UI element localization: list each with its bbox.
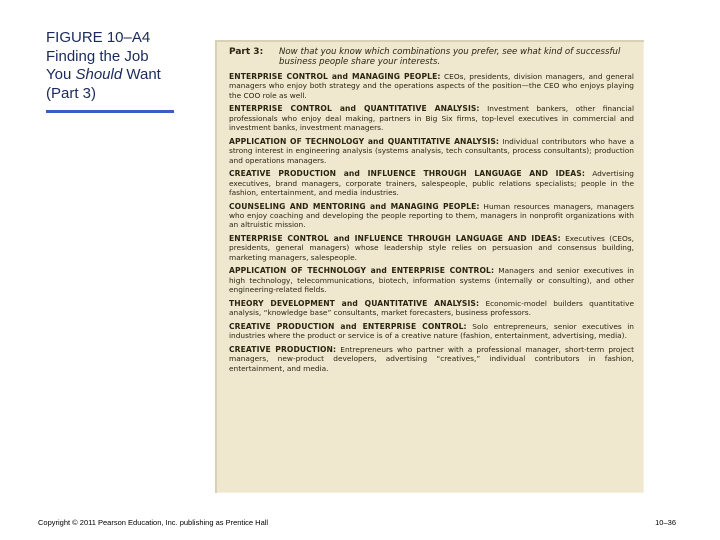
entry-heading-and: and [339,104,357,114]
page-number: 10–36 [655,518,676,527]
entry-heading [229,72,441,81]
entry-heading-a: COUNSELING AND MENTORING [229,201,366,211]
entry-heading [229,234,561,243]
entry-item [229,345,634,373]
entry-heading-b: ENTERPRISE CONTROL: [391,266,495,276]
entry-item [229,266,634,294]
entry-heading-a: ENTERPRISE CONTROL [229,104,332,114]
entry-heading-b: MANAGING PEOPLE: [351,72,441,81]
entry-heading-and: and [333,234,350,244]
entry-item [229,169,634,197]
panel-content [229,47,634,377]
entry-text: Individual contributors who have a strong interest in engineering analysis (systems analysis, tech consultants, process consultants); production and operations managers. [229,136,634,165]
entry-heading [229,299,479,308]
entry-heading-b: QUANTITATIVE ANALYSIS: [364,298,480,308]
entry-item [229,299,634,318]
entry-heading [229,322,467,331]
entry-text: Advertising executives, brand managers, corporate trainers, salespeople, public relations specialists; people in the fashion, entertainment, and media industries. [229,169,634,198]
entry-heading [229,202,480,211]
entry-item [229,104,634,132]
entry-heading-a: APPLICATION OF TECHNOLOGY [229,266,367,276]
caption-underline [46,110,174,113]
entry-item [229,72,634,100]
entry-heading [229,345,336,354]
entry-heading-and: and [370,201,387,211]
entry-text: Managers and senior executives in high technology, telecommunications, biotech, information systems (internally or consulting), and other engineering-related fields. [229,266,634,295]
caption-title-line3: (Part 3) [46,84,97,102]
entry-heading-and: and [343,169,360,179]
entry-item [229,137,634,165]
part-header [229,47,634,67]
figure-caption [46,29,206,103]
entry-heading [229,169,585,178]
entry-heading [229,104,480,113]
entry-list [229,72,634,373]
entry-text: Investment bankers, other financial professionals who enjoy deal making, partners in Big Six firms, top-level executives in commercial and investment banks, investment managers. [229,104,634,133]
entry-heading-a: ENTERPRISE CONTROL [229,72,328,81]
entry-text: Human resources managers, managers who enjoy coaching and developing the people reporting to them, managers in nonprofit organizations with an altruistic mission. [229,201,634,230]
copyright-notice: Copyright © 2011 Pearson Education, Inc. publishing as Prentice Hall [38,518,269,527]
entry-text: Economic-model builders quantitative analysis, “knowledge base” consultants, market forecasters, business professors. [229,298,634,318]
entry-heading [229,137,499,146]
entry-heading-and: and [331,72,349,81]
entry-text: Entrepreneurs who partner with a professional manager, short-term project managers, new-product developers, advertising “creatives,” individual contributors in fashion, entertainment, and media. [229,344,635,373]
entry-heading-b: ENTERPRISE CONTROL: [362,321,467,331]
caption-title-line2: You Should Want [46,66,161,83]
entry-heading-and: and [340,321,357,331]
entry-heading-and: and [341,298,358,308]
part-label: Part 3: [229,47,264,57]
figure-label: FIGURE 10–A4 [46,29,151,46]
caption-title-line1: Finding the Job [46,47,149,65]
entry-item [229,234,634,262]
entry-heading-b: INFLUENCE THROUGH LANGUAGE AND IDEAS: [354,234,561,244]
entry-heading-and: and [367,136,385,146]
entry-heading-b: INFLUENCE THROUGH LANGUAGE AND IDEAS: [367,169,585,179]
entry-heading-a: APPLICATION OF TECHNOLOGY [229,136,365,146]
part-question: Now that you know which combinations you prefer, see what kind of successful business people share your interests. [279,47,621,67]
entry-heading-b: QUANTITATIVE ANALYSIS: [363,104,480,114]
entry-heading-a: ENTERPRISE CONTROL [229,234,329,244]
entry-text: CEOs, presidents, division managers, and general managers who enjoy both strategy and the operations aspects of the position—the CEO who enjoys playing the COO role as well. [229,72,634,100]
entry-heading [229,266,494,275]
entry-heading-b: MANAGING PEOPLE: [390,201,480,211]
entry-heading-a: CREATIVE PRODUCTION [229,321,335,331]
figure-panel [215,40,644,493]
entry-item [229,322,634,341]
entry-heading-and: and [370,266,387,276]
entry-text: Solo entrepreneurs, senior executives in industries where the product or service is of a creative nature (fashion, entertainment, advertising, media). [229,321,634,341]
entry-item [229,202,634,230]
entry-text: Executives (CEOs, presidents, general managers) whose leadership style relies on persuasion and consensus building, marketing managers, salespeople. [229,234,634,262]
entry-heading-a: CREATIVE PRODUCTION [229,169,337,179]
entry-heading-a: CREATIVE PRODUCTION: [229,344,337,354]
entry-heading-b: QUANTITATIVE ANALYSIS: [387,136,500,146]
entry-heading-a: THEORY DEVELOPMENT [229,298,335,308]
